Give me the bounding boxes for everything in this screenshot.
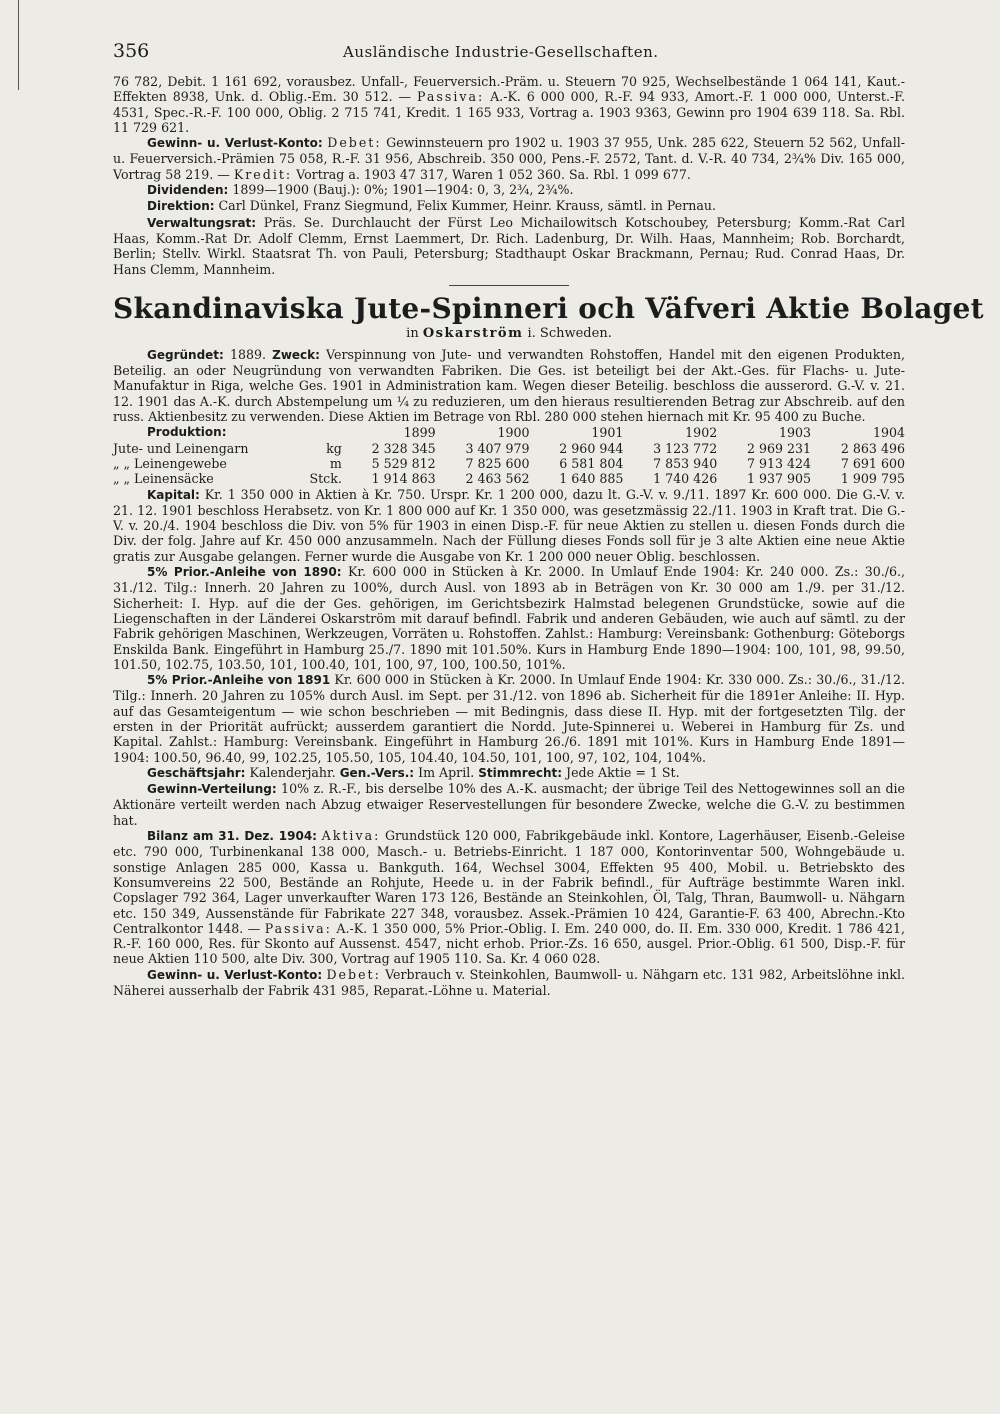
stimmrecht-label: Stimmrecht: [478,765,563,780]
anl1890-text: Kr. 600 000 in Stücken à Kr. 2000. In Umlauf Ende 1904: Kr. 240 000. Zs.: 30./6., 31./12. Tilg.: Innerh. 20 Jahren zu 100%, durch Ausl. von 1893 ab in Beträgen von Kr. 30 000 am 1./9. per 31./12. Sicherheit: I. Hyp. auf die der Ges. gehörigen, im Gerichtsbezirk Halmstad belegenen Grundstücke, sowie auf die Liegenschaften in der Länderei Oskarström mit darauf befindl. Fabrik und anderen Gebäuden, wie auch auf sämtl. zu der Fabrik gehörigen Maschinen, Werkzeugen, Vorräten u. Rohstoffen. Zahlst.: Hamburg: Vereinsbank: Gothenburg: Göteborgs Enskilda Bank. Eingeführt in Hamburg 25./7. 1890 mit 101.50%. Kurs in Hamburg Ende 1890—1904: 100, 101, 98, 99.50, 101.50, 102.75, 103.50, 101, 100.40, 101, 100, 97, 100, 100.50, 101%. [113,564,905,672]
production-value: 1 640 885 [559,471,624,487]
prev-kredit-text: Vortrag a. 1903 47 317, Waren 1 052 360. Sa. Rbl. 1 099 677. [292,166,691,182]
production-unit: m [329,455,342,471]
production-value: 1 914 863 [371,471,436,487]
gegr-label: Gegründet: [147,347,224,362]
production-item: „ „ Leinengewebe [113,455,227,471]
production-unit: kg [326,440,342,456]
aktiva-text: Grundstück 120 000, Fabrikgebäude inkl. Kontore, Lagerhäuser, Eisenb.-Geleise etc. 790 000, Turbinenkanal 138 000, Masch.- u. Betriebs-Einricht. 1 187 000, Kontorinventar 500, Wohngebäude u. sonstige Anlagen 285 000, Kassa u. Bankguth. 164, Wechsel 3004, Effekten 95 400, Mobil. u. Betriebskto des Konsumvereins 22 500, Bestände an Rohjute, Heede u. in der Fabrik befindl., für Aufträge bestimmte Waren inkl. Copslager 792 364, Lager unverkaufter Waren 173 126, Bestände an Steinkohlen, Öl, Talg, Thran, Baumwoll- u. Nähgarn etc. 150 349, Aussenstände für Fabrikate 227 348, vorausbez. Assek.-Prämien 10 424, Garantie-F. 63 400, Abrechn.-Kto Centralkontor 1448. — [113,828,905,936]
production-value: 2 328 345 [371,440,436,456]
kapital-label: Kapital: [147,487,200,502]
production-value: 5 529 812 [371,455,436,471]
kapital-text: Kr. 1 350 000 in Aktien à Kr. 750. Urspr. Kr. 1 200 000, dazu lt. G.-V. v. 9./11. 1897 Kr. 600 000. Die G.-V. v. 21. 12. 1901 beschloss Herabsetz. von Kr. 1 800 000 auf Kr. 1 350 000, was gesetzmässig 22./11. 1903 in Kraft trat. Die G.-V. v. 20./4. 1904 beschloss die Div. von 5% für 1903 in einen Disp.-F. für neue Aktien zu stellen u. diesen Fonds durch die Div. der folg. Jahre auf Kr. 450 000 anzusammeln. Nach der Füllung dieses Fonds soll für je 3 alte Aktien eine neue Aktie gratis zur Ausgabe gelangen. Ferner wurde die Ausgabe von Kr. 1 200 000 neuer Oblig. beschlossen. [113,486,905,564]
gv-label: Gen.-Vers.: [339,765,415,780]
prev-dividends [113,182,905,198]
founding-purpose [113,347,905,424]
bilanz-label: Bilanz am 31. Dez. 1904: [147,829,317,844]
production-label: Produktion: [147,425,227,440]
gj-text: Kalenderjahr. [245,764,336,780]
passiva-text: A.-K. 1 350 000, 5% Prior.-Oblig. I. Em. 240 000, do. II. Em. 330 000, Kredit. 1 786 421, R.-F. 160 000, Res. für Skonto auf Aussenst. 4547, nicht erhob. Prior.-Zs. 16 650, ausgel. Prior.-Oblig. 61 500, Disp.-F. für neue Aktien 110 500, alte Div. 300, Vortrag auf 1905 110. Sa. Kr. 4 060 028. [113,920,905,967]
prev-balance-lead: 76 782, Debit. 1 161 692, vorausbez. Unfall-, Feuerversich.-Präm. u. Steuern 70 925, Wechselbestände 1 064 141, Kaut.-Effekten 8938, Unk. d. Oblig.-Em. 30 512. — [113,74,905,105]
production-value: 7 825 600 [465,455,530,471]
production-value: 3 123 772 [653,440,718,456]
prev-div-text: 1899—1900 (Bauj.): 0%; 1901—1904: 0, 3, 2¾, 2¾%. [228,182,574,198]
page-header [113,40,905,74]
aktiva-label: Aktiva: [321,828,381,844]
production-value: 7 691 600 [840,455,905,471]
year-col: 1904 [872,424,905,440]
production-table [113,424,905,486]
page-number: 356 [113,40,150,62]
gegr-year: 1889. [223,346,267,362]
stimmrecht-text: Jede Aktie = 1 St. [562,764,680,780]
prev-supervisory-board [113,215,905,277]
section-divider [449,285,569,286]
location-in: in [406,325,419,341]
passiva-label: Passiva: [264,920,332,936]
prev-passiva-text: A.-K. 6 000 000, R.-F. 94 933, Amort.-F. 1 000 000, Unterst.-F. 4531, Spec.-R.-F. 100 000, Oblig. 2 715 741, Kredit. 1 165 933, Vortrag a. 1903 9363, Gewinn pro 1904 639 118. Sa. Rbl. 11 729 621. [113,89,905,135]
company-name: Skandinaviska Jute-Spinneri och Väfveri Aktie Bolaget [113,291,984,325]
production-value: 1 740 426 [653,471,718,487]
year-col: 1902 [685,424,718,440]
prev-dir-text: Carl Dünkel, Franz Siegmund, Felix Kummer, Heinr. Krauss, sämtl. in Pernau. [214,198,716,214]
location-rest: i. Schweden. [527,325,612,341]
loan-1891-section [113,672,905,765]
production-header-row [113,424,905,440]
running-title: Ausländische Industrie-Gesellschaften. [343,43,659,61]
prev-directors [113,198,905,214]
production-value: 7 913 424 [746,455,812,471]
profit-loss-section [113,967,905,999]
prev-debet-label: Debet: [327,135,382,151]
production-value: 2 969 231 [746,440,812,456]
production-item: „ „ Leinensäcke [113,471,214,487]
year-col: 1901 [591,424,624,440]
production-value: 6 581 804 [559,455,624,471]
prev-guv-label: Gewinn- u. Verlust-Konto: [147,136,323,151]
year-col: 1899 [403,424,436,440]
table-row [113,456,905,471]
production-value: 2 863 496 [840,440,905,456]
profit-distribution-section [113,781,905,828]
anl1891-label: 5% Prior.-Anleihe von 1891 [147,673,331,688]
year-col: 1903 [779,424,812,440]
prev-div-label: Dividenden: [147,183,229,198]
production-value: 2 463 562 [465,471,530,487]
location-town: Oskarström [422,325,524,341]
gj-label: Geschäftsjahr: [147,765,246,780]
year-col: 1900 [497,424,530,440]
anl1890-label: 5% Prior.-Anleihe von 1890: [147,565,342,580]
prev-debet-text: Gewinnsteuern pro 1902 u. 1903 37 955, Unk. 285 622, Steuern 52 562, Unfall- u. Feuerversich.-Prämien 75 058, R.-F. 31 956, Abschreib. 350 000, Pens.-F. 2572, Tant. d. V.-R. 40 734, 2¾% Div. 165 000, Vortrag 58 219. — [113,135,906,182]
prev-dir-label: Direktion: [147,199,215,214]
table-row [113,441,905,456]
previous-balance-continuation [113,74,905,135]
table-row [113,471,905,486]
prev-kredit-label: Kredit: [233,166,293,182]
production-value: 3 407 979 [465,440,530,456]
production-value: 1 937 905 [746,471,812,487]
prev-profit-loss-account [113,135,905,182]
capital-section [113,487,905,564]
guv-label: Gewinn- u. Verlust-Konto: [147,967,323,982]
anl1891-text: Kr. 600 000 in Stücken à Kr. 2000. In Umlauf Ende 1904: Kr. 330 000. Zs.: 30./6., 31./12. Tilg.: Innerh. 20 Jahren zu 105% durch Ausl. im Sept. per 31./12. von 1896 ab. Sicherheit für die 1891er Anleihe: II. Hyp. auf das Gesamteigentum — wie schon beschrieben — mit Bedingnis, dass diese II. Hyp. mit der fortgesetzten Tilg. der ersten in der Priorität aufrückt; ausserdem garantiert die Nordd. Jute-Spinnerei u. Weberei in Hamburg für Zs. und Kapital. Zahlst.: Hamburg: Vereinsbank. Eingeführt in Hamburg 26./6. 1891 mit 101%. Kurs in Hamburg Ende 1891—1904: 100.50, 96.40, 99, 102.25, 105.50, 105, 104.40, 104.50, 101, 100, 97, 102, 104, 104%. [113,672,906,765]
company-location [113,326,905,341]
guv-debet-text: Verbrauch v. Steinkohlen, Baumwoll- u. Nähgarn etc. 131 982, Arbeitslöhne inkl. Näherei ausserhalb der Fabrik 431 985, Reparat.-Löhne u. Material. [113,966,905,999]
loan-1890-section [113,564,905,672]
gewv-text: 10% z. R.-F., bis derselbe 10% des A.-K. ausmacht; der übrige Teil des Nettogewinnes soll an die Aktionäre verteilt werden nach Abzug etwaiger Reservestellungen für besondere Zwecke, welche die G.-V. zu bestimmen hat. [113,781,905,828]
zweck-label: Zweck: [272,347,320,362]
gewv-label: Gewinn-Verteilung: [147,782,277,797]
prev-passiva-label: Passiva: [417,89,485,105]
scan-edge-line [18,0,19,90]
fiscal-year-section [113,765,905,781]
production-unit: Stck. [309,471,342,487]
production-value: 7 853 940 [653,455,718,471]
balance-sheet-section [113,828,905,967]
production-value: 2 960 944 [559,440,624,456]
gv-text: Im April. [414,764,475,780]
production-item: Jute- und Leinengarn [113,440,249,456]
prev-vr-text: Präs. Se. Durchlaucht der Fürst Leo Michailowitsch Kotschoubey, Petersburg; Komm.-Rat Carl Haas, Komm.-Rat Dr. Adolf Clemm, Ernst Laemmert, Dr. Rich. Ladenburg, Dr. Wilh. Haas, Mannheim; Rob. Borchardt, Berlin; Stellv. Wirkl. Staatsrat Th. von Pauli, Petersburg; Stadthaupt Oskar Brackmann, Pernau; Rud. Conrad Haas, Dr. Hans Clemm, Mannheim. [113,214,905,277]
guv-debet-label: Debet: [326,966,381,982]
gegr-text: Verspinnung von Jute- und verwandten Rohstoffen, Handel mit den eigenen Produkten, Beteilig. an oder Neugründung von verwandten Fabriken. Die Ges. ist beteiligt bei der Akt.-Ges. für Flachs- u. Jute-Manufaktur in Riga, welche Ges. 1901 in Administration kam. Wegen dieser Beteilig. beschloss die ausserord. G.-V. v. 21. 12. 1901 das A.-K. durch Abstempelung um ¼ zu reduzieren, um den hieraus resultierenden Betrag zur Abschreib. auf den russ. Aktienbesitz zu verwenden. Diese Aktien im Betrage von Rbl. 280 000 stehen hiernach mit Kr. 95 400 zu Buche. [113,346,905,425]
production-value: 1 909 795 [840,471,905,487]
prev-vr-label: Verwaltungsrat: [147,215,257,230]
